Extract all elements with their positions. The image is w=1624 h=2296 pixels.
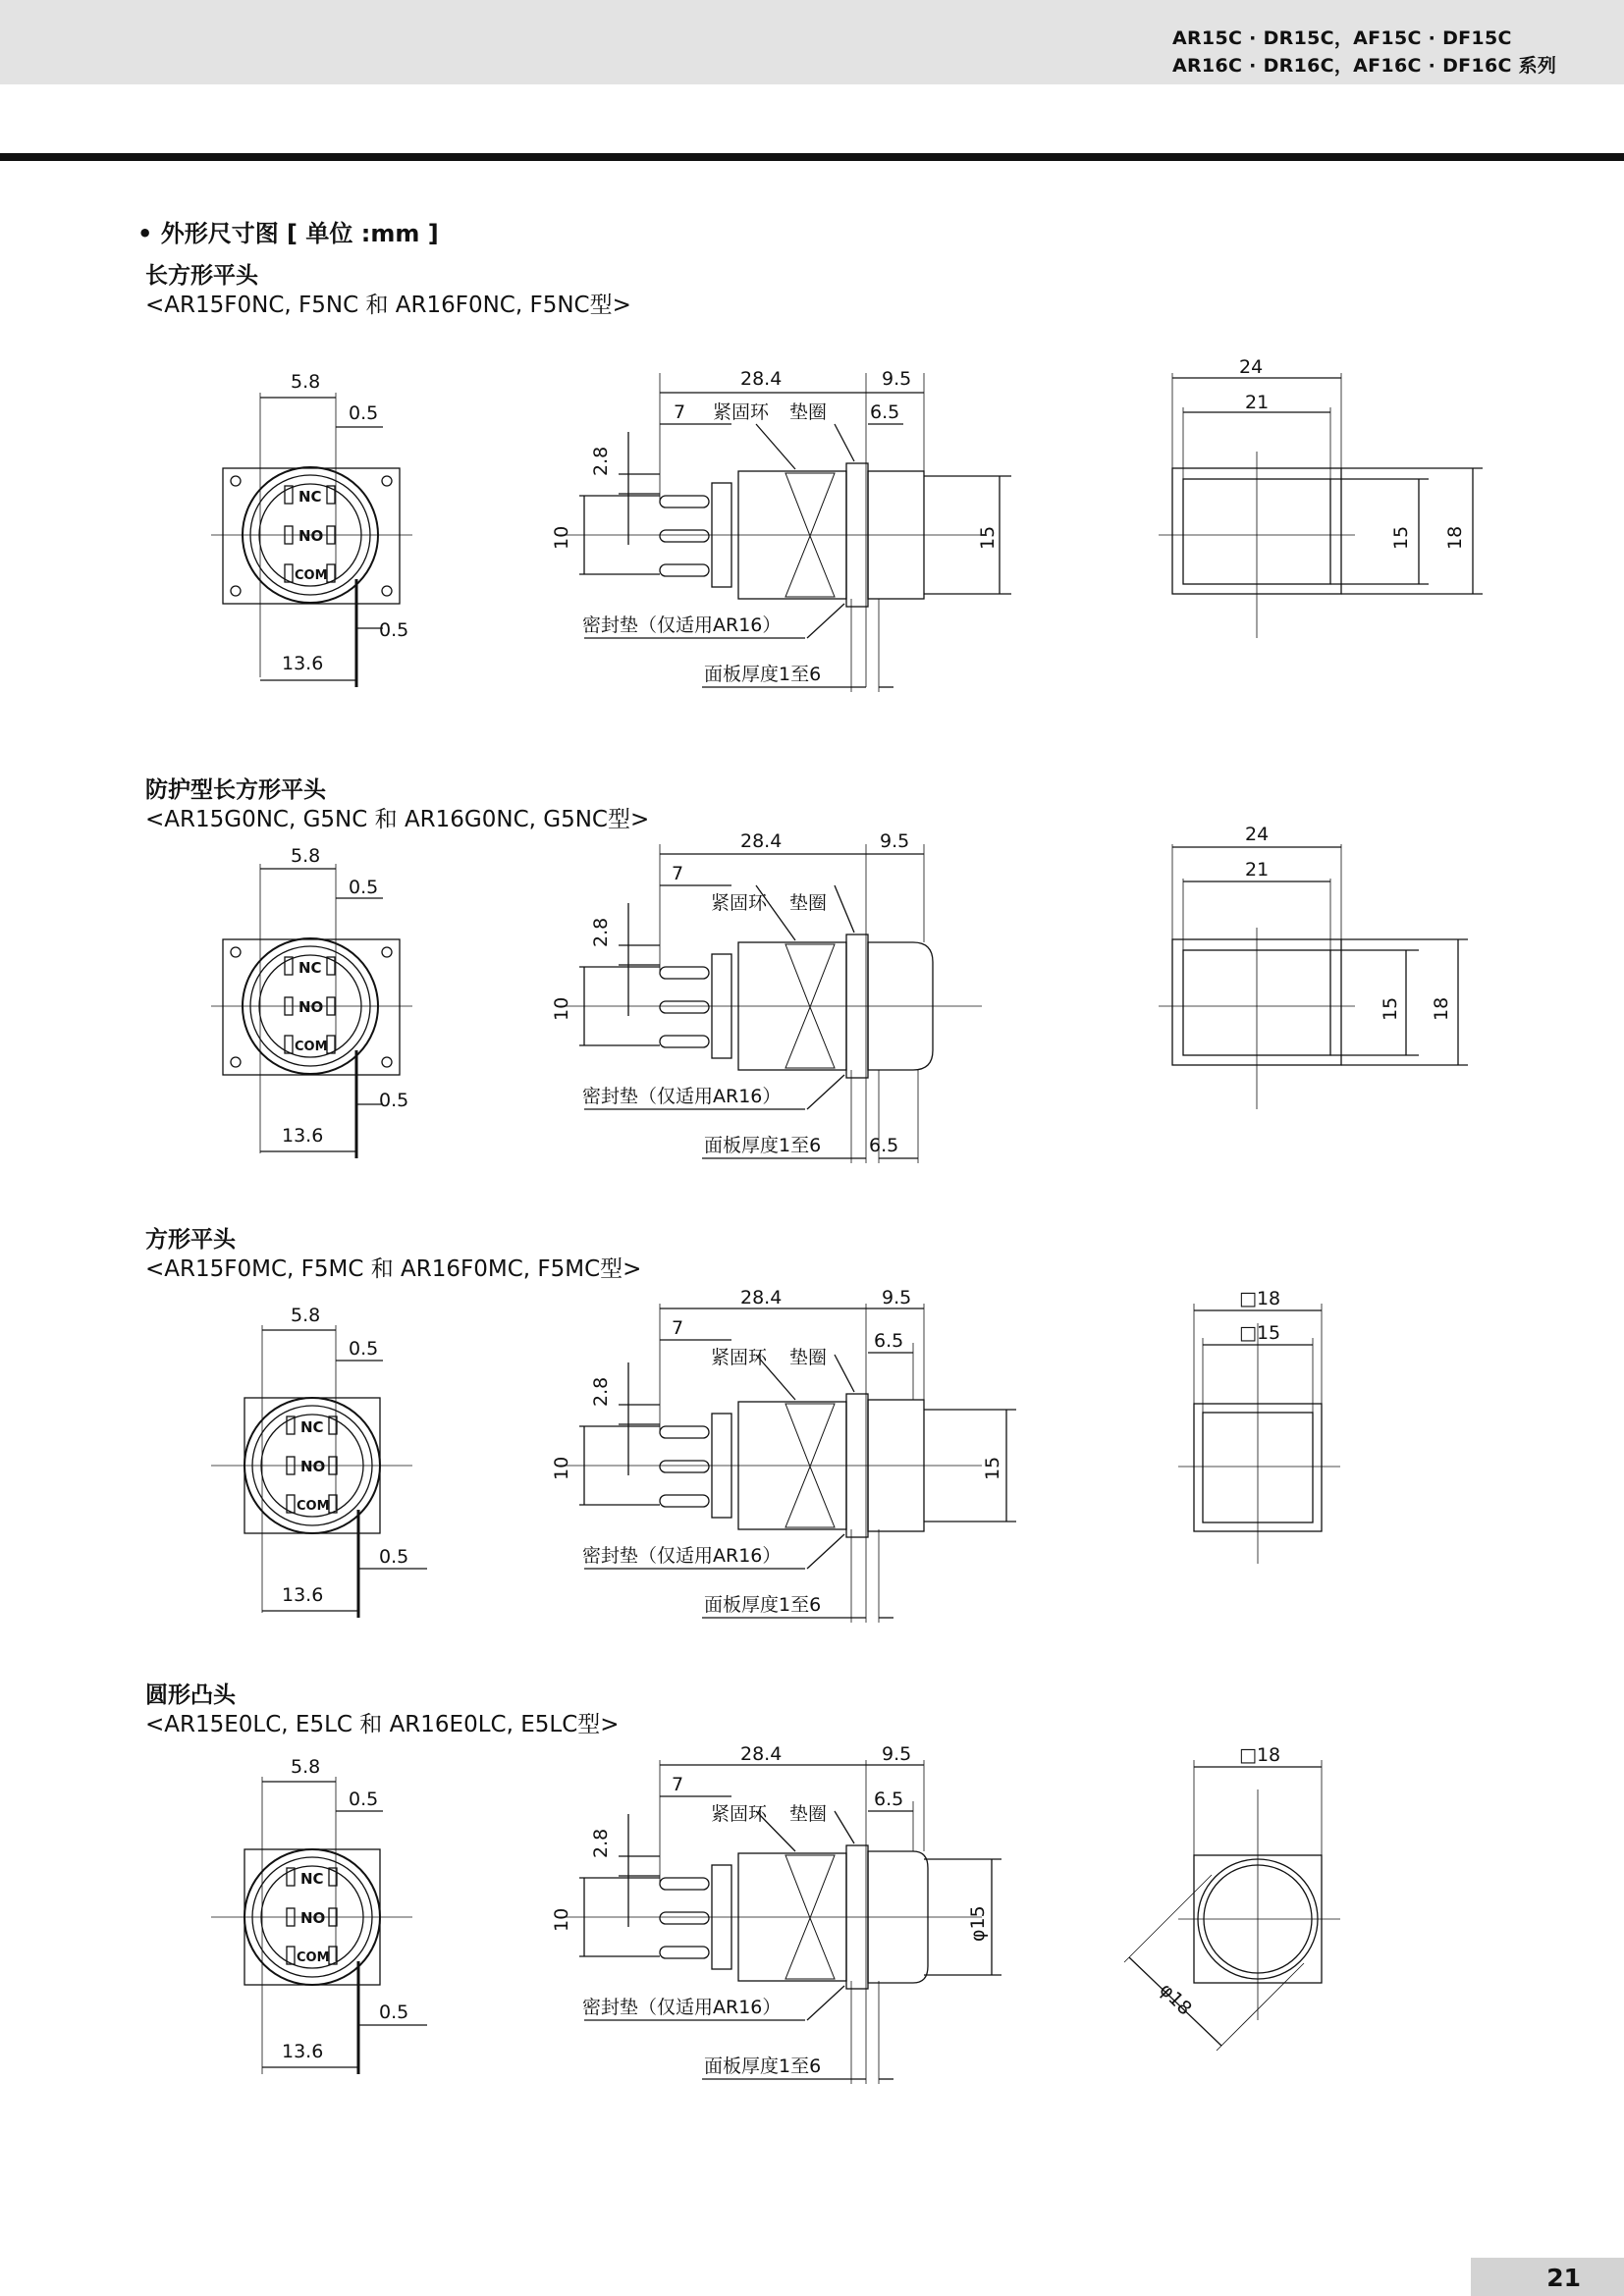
- page-number-tab: [1471, 2258, 1624, 2296]
- label-seal: 密封垫（仅适用AR16）: [582, 1545, 782, 1567]
- dim-sq18: □18: [1239, 1288, 1281, 1309]
- series-line-2: AR16C · DR16C，AF16C · DF16C 系列: [1172, 55, 1557, 77]
- dim-28-4: 28.4: [740, 1745, 783, 1765]
- terminal-nc: NC: [300, 1418, 324, 1436]
- dim-7: 7: [674, 401, 686, 423]
- section-title: • 外形尺寸图 [ 单位 :mm ]: [137, 220, 439, 247]
- label-seal: 密封垫（仅适用AR16）: [582, 1086, 782, 1107]
- dim-5-8: 5.8: [291, 1756, 321, 1778]
- terminal-no: NO: [298, 527, 324, 545]
- dim-phi15: φ15: [967, 1905, 989, 1942]
- dim-18-face: 18: [1444, 525, 1466, 550]
- dim-15-face: 15: [1390, 525, 1412, 550]
- figure-3-subtitle: 方形平头: [145, 1227, 236, 1253]
- dim-10: 10: [551, 525, 572, 550]
- terminal-com: COM: [297, 1499, 330, 1514]
- dim-24: 24: [1245, 825, 1270, 845]
- label-panel: 面板厚度1至6: [704, 2056, 822, 2077]
- dim-7: 7: [672, 863, 684, 884]
- label-panel: 面板厚度1至6: [704, 1594, 822, 1616]
- dim-2-8: 2.8: [590, 1828, 612, 1858]
- terminal-nc: NC: [298, 959, 322, 977]
- terminal-nc: NC: [298, 488, 322, 506]
- label-ring: 紧固环: [711, 892, 768, 914]
- terminal-com: COM: [295, 568, 328, 583]
- dim-10: 10: [551, 996, 572, 1021]
- page-header: [0, 0, 1624, 84]
- dim-9-5: 9.5: [882, 1287, 912, 1308]
- page-number: 21: [1546, 2264, 1581, 2292]
- terminal-no: NO: [300, 1909, 326, 1927]
- dim-7: 7: [672, 1774, 684, 1795]
- terminal-no: NO: [298, 998, 324, 1016]
- figure-3-model: <AR15F0MC, F5MC 和 AR16F0MC, F5MC型>: [145, 1256, 642, 1282]
- figure-4-drawing: [0, 1745, 1624, 2128]
- figure-1-subtitle: 长方形平头: [145, 263, 258, 289]
- dim-15: 15: [977, 525, 999, 550]
- dim-15: 15: [982, 1456, 1003, 1480]
- dim-sq18: □18: [1239, 1745, 1281, 1766]
- dim-2-8: 2.8: [590, 917, 612, 947]
- dim-2-8: 2.8: [590, 446, 612, 476]
- label-seal: 密封垫（仅适用AR16）: [582, 1997, 782, 2018]
- dim-0-5-top: 0.5: [349, 877, 379, 898]
- dim-0-5-top: 0.5: [349, 1338, 379, 1360]
- dim-13-6: 13.6: [282, 1584, 324, 1606]
- label-panel: 面板厚度1至6: [704, 1135, 822, 1156]
- label-ring: 紧固环: [711, 1347, 768, 1368]
- dim-9-5: 9.5: [882, 1745, 912, 1765]
- figure-3-drawing: [0, 1284, 1624, 1667]
- dim-13-6: 13.6: [282, 2041, 324, 2062]
- figure-1-drawing: [0, 353, 1624, 736]
- dim-18-face: 18: [1431, 996, 1452, 1021]
- series-line-1: AR15C · DR15C，AF15C · DF15C: [1172, 27, 1512, 49]
- terminal-nc: NC: [300, 1870, 324, 1888]
- dim-7: 7: [672, 1317, 684, 1339]
- dim-28-4: 28.4: [740, 1287, 783, 1308]
- dim-10: 10: [551, 1907, 572, 1932]
- figure-4-subtitle: 圆形凸头: [145, 1682, 236, 1708]
- dim-9-5: 9.5: [882, 368, 912, 390]
- dim-5-8: 5.8: [291, 371, 321, 393]
- dim-6-5: 6.5: [874, 1330, 904, 1352]
- label-washer: 垫圈: [789, 1347, 828, 1368]
- dim-0-5-bottom: 0.5: [379, 2002, 409, 2023]
- figure-4-model: <AR15E0LC, E5LC 和 AR16E0LC, E5LC型>: [145, 1712, 620, 1737]
- dim-13-6: 13.6: [282, 653, 324, 674]
- dim-6-5: 6.5: [874, 1789, 904, 1810]
- dim-0-5-bottom: 0.5: [379, 1090, 409, 1111]
- terminal-com: COM: [297, 1950, 330, 1965]
- dim-2-8: 2.8: [590, 1376, 612, 1407]
- dim-28-4: 28.4: [740, 830, 783, 852]
- figure-2-model: <AR15G0NC, G5NC 和 AR16G0NC, G5NC型>: [145, 807, 650, 832]
- figure-1-model: <AR15F0NC, F5NC 和 AR16F0NC, F5NC型>: [145, 293, 631, 318]
- header-rule: [0, 153, 1624, 161]
- dim-sq15: □15: [1239, 1322, 1281, 1344]
- figure-2-subtitle: 防护型长方形平头: [145, 777, 326, 803]
- dim-5-8: 5.8: [291, 1305, 321, 1326]
- dim-6-5: 6.5: [869, 1135, 899, 1156]
- dim-13-6: 13.6: [282, 1125, 324, 1147]
- label-ring: 紧固环: [713, 401, 770, 423]
- label-ring: 紧固环: [711, 1803, 768, 1825]
- terminal-com: COM: [295, 1040, 328, 1054]
- dim-15-face: 15: [1380, 996, 1401, 1021]
- dim-0-5-top: 0.5: [349, 1789, 379, 1810]
- dim-21: 21: [1245, 392, 1270, 413]
- dim-24: 24: [1239, 356, 1264, 378]
- dim-9-5: 9.5: [880, 830, 910, 852]
- dim-0-5-top: 0.5: [349, 402, 379, 424]
- figure-2-drawing: [0, 825, 1624, 1207]
- dim-5-8: 5.8: [291, 845, 321, 867]
- dim-6-5: 6.5: [870, 401, 900, 423]
- label-panel: 面板厚度1至6: [704, 664, 822, 685]
- label-washer: 垫圈: [789, 401, 828, 423]
- label-washer: 垫圈: [789, 892, 828, 914]
- dim-28-4: 28.4: [740, 368, 783, 390]
- dim-phi18: φ18: [1155, 1978, 1196, 2020]
- dim-10: 10: [551, 1456, 572, 1480]
- label-seal: 密封垫（仅适用AR16）: [582, 614, 782, 636]
- terminal-no: NO: [300, 1458, 326, 1475]
- dim-21: 21: [1245, 859, 1270, 881]
- dim-0-5-bottom: 0.5: [379, 619, 409, 641]
- label-washer: 垫圈: [789, 1803, 828, 1825]
- dim-0-5-bottom: 0.5: [379, 1546, 409, 1568]
